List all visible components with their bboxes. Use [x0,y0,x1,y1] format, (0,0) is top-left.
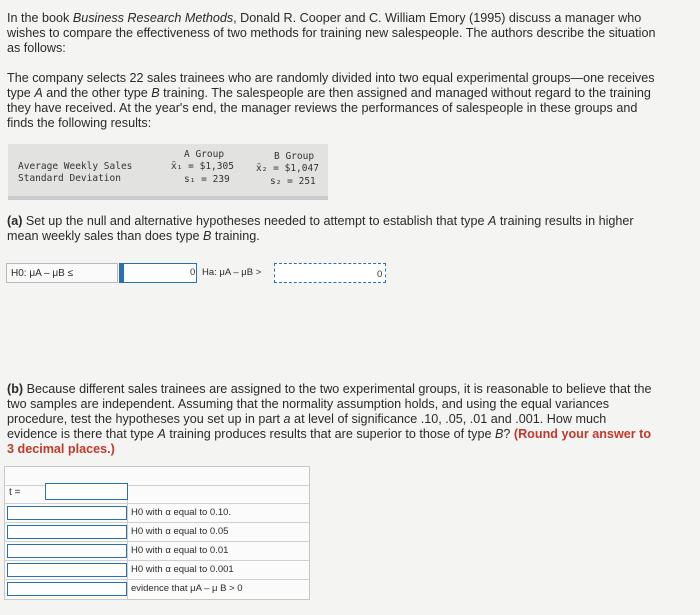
part-a-question [7,214,657,244]
divider [5,522,309,523]
ha-value: 0 [377,269,383,280]
part-a-label: (a) [7,214,23,228]
scenario-text-2: and the other type [42,86,152,100]
scenario-paragraph [7,71,657,131]
divider [5,560,309,561]
a-sd: s₁ = 239 [184,174,230,185]
col-header-a: A Group [184,149,225,160]
hypotheses-row [6,263,386,285]
ha-answer-box[interactable] [274,263,386,283]
row-label-avg: Average Weekly Sales [18,161,133,172]
rounding-instruction: (Round your answer to 3 decimal places.) [7,427,652,456]
book-title: Business Research Methods [72,11,234,25]
part-b-text-3: training produces results that are superior to those of type [165,427,495,441]
part-b-type-a: A [157,427,166,441]
intro-text: In the book [7,11,73,25]
scenario-text-1: The company selects 22 sales trainees who are randomly divided into two equal experimental groups—one receives type [7,71,655,100]
part-b-label: (b) [7,382,24,396]
row-label-sd: Standard Deviation [18,173,121,184]
decision-select-005[interactable] [7,525,127,539]
divider [5,541,309,542]
part-a-type-a: A [488,214,497,228]
h0-value: 0 [190,267,196,278]
decision-select-001[interactable] [7,544,127,558]
h0-answer-box[interactable] [123,263,197,283]
h0-label: H0: μA – μB ≤ [6,263,118,283]
type-b: B [151,86,160,100]
a-mean: x̄₁ = $1,305 [171,161,234,172]
type-a: A [34,86,43,100]
b-mean: x̄₂ = $1,047 [256,163,319,174]
part-a-text-3: training. [211,229,260,243]
intro-paragraph [7,11,657,56]
column-divider [127,485,128,599]
scenario-text-3: training. The salespeople are then assigned and managed without regard to the training they have received. At the year's end, the manager reviews the performances of salespeople in these groups and finds the following results: [7,86,651,130]
part-b-text-4: ? [503,427,514,441]
decision-select-0001[interactable] [7,563,127,577]
evidence-select[interactable] [7,582,127,596]
part-b-question [7,382,657,457]
t-stat-input[interactable] [45,483,128,500]
part-a-text-1: Set up the null and alternative hypotheses needed to attempt to establish that type [22,214,488,228]
results-table [8,144,328,200]
part-b-type-b: B [494,427,504,441]
option-001: H0 with α equal to 0.01 [131,545,229,556]
b-sd: s₂ = 251 [270,176,316,187]
part-b-text-1: Because different sales trainees are assigned to the two experimental groups, it is reasonable to believe that the two samples are independent. Assuming that the normality assumption holds, and using the equal variances procedure, test the hypotheses you set up in part [7,382,652,426]
option-010: H0 with α equal to 0.10. [131,507,232,518]
answer-table [4,466,310,600]
divider [5,579,309,580]
decision-select-010[interactable] [7,506,127,520]
option-005: H0 with α equal to 0.05 [131,526,229,537]
part-ref: a [283,412,291,426]
ha-label: Ha: μA – μB > [202,267,262,278]
part-a-text-2: training results in higher mean weekly sales than does type [7,214,634,243]
option-evidence: evidence that μA – μ B > 0 [131,583,243,594]
t-stat-label: t = [9,487,21,498]
col-header-b: B Group [274,151,315,162]
divider [5,503,309,504]
part-b-text-2: at level of significance .10, .05, .01 and .001. How much evidence is there that type [7,412,607,441]
part-a-type-b: B [203,229,212,243]
option-0001: H0 with α equal to 0.001 [131,564,234,575]
intro-text-2: , Donald R. Cooper and C. William Emory (1995) discuss a manager who wishes to compare the effectiveness of two methods for training new salespeople. The authors describe the situation as follows: [7,11,656,55]
